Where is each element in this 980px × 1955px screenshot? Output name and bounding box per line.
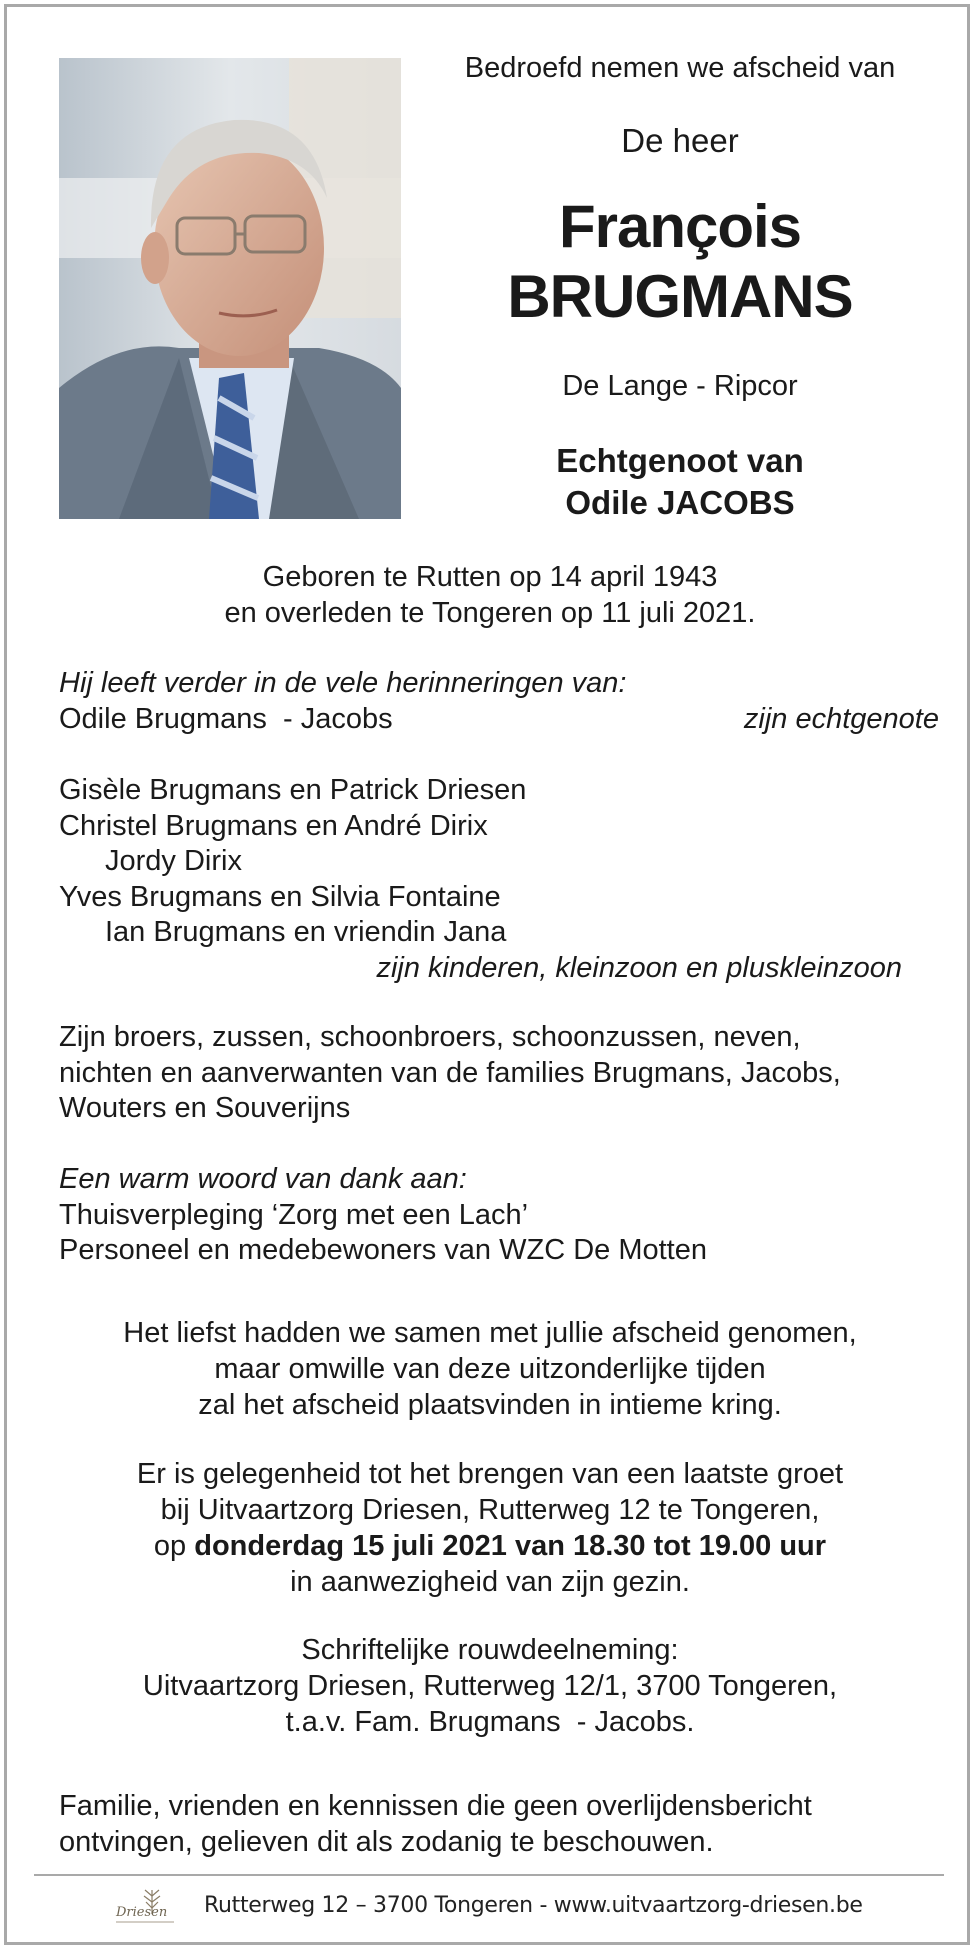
farewell-line: maar omwille van deze uitzonderlijke tijden (214, 1353, 766, 1385)
last-name: BRUGMANS (507, 263, 853, 330)
visit-section (0, 1456, 980, 1600)
list-item: Wouters en Souverijns (59, 1092, 351, 1124)
driesen-logo (112, 1882, 184, 1932)
condolence-attention: t.a.v. Fam. Brugmans - Jacobs. (285, 1706, 695, 1738)
visit-line: Er is gelegenheid tot het brengen van een laatste groet (136, 1458, 844, 1490)
farewell-line: zal het afscheid plaatsvinden in intieme kring. (198, 1389, 782, 1421)
deceased-name (420, 192, 940, 332)
closing-line: ontvingen, gelieven dit als zodanig te beschouwen. (59, 1825, 714, 1858)
portrait-photo (59, 58, 401, 519)
condolence-section (0, 1632, 980, 1740)
memories-heading: Hij leeft verder in de vele herinneringen van: (59, 667, 627, 699)
spouse-label: Echtgenoot van (556, 442, 804, 479)
birth-line: Geboren te Rutten op 14 april 1943 (262, 561, 718, 593)
condolence-heading: Schriftelijke rouwdeelneming: (301, 1634, 679, 1666)
condolence-address: Uitvaartzorg Driesen, Rutterweg 12/1, 3700 Tongeren, (142, 1670, 838, 1702)
list-item: nichten en aanverwanten van de families Brugmans, Jacobs, (59, 1056, 841, 1089)
list-item: Gisèle Brugmans en Patrick Driesen (59, 774, 527, 806)
spouse-row (59, 702, 939, 738)
spouse-full-name: Odile Brugmans - Jacobs (59, 702, 393, 735)
life-dates (0, 559, 980, 631)
visit-datetime (0, 1528, 980, 1564)
list-item: Zijn broers, zussen, schoonbroers, schoonzussen, neven, (59, 1021, 801, 1053)
list-item: Yves Brugmans en Silvia Fontaine (59, 880, 501, 913)
list-item: Ian Brugmans en vriendin Jana (105, 916, 507, 948)
closing-line: Familie, vrienden en kennissen die geen overlijdensbericht (59, 1790, 812, 1822)
children-section (59, 773, 939, 986)
visit-line: in aanwezigheid van zijn gezin. (290, 1566, 690, 1598)
memories-section (59, 666, 939, 737)
intro-text: Bedroefd nemen we afscheid van (464, 52, 896, 84)
list-item: Personeel en medebewoners van WZC De Motten (59, 1234, 707, 1266)
honorific: De heer (621, 122, 739, 159)
spouse-name: Odile JACOBS (565, 484, 795, 521)
death-line: en overleden te Tongeren op 11 juli 2021. (224, 597, 756, 629)
list-item: Thuisverpleging ‘Zorg met een Lach’ (59, 1198, 529, 1231)
svg-text:Driesen: Driesen (116, 1905, 168, 1920)
spouse-role: zijn echtgenote (743, 702, 939, 735)
visit-prefix: op (153, 1530, 195, 1562)
footer-address: Rutterweg 12 – 3700 Tongeren - www.uitvaartzorg-driesen.be (204, 1893, 863, 1918)
nickname: De Lange - Ripcor (562, 370, 798, 402)
visit-date: donderdag 15 juli 2021 van 18.30 tot 19.00 uur (194, 1530, 827, 1562)
thanks-heading: Een warm woord van dank aan: (59, 1163, 467, 1195)
thanks-section (59, 1162, 939, 1269)
children-role: zijn kinderen, kleinzoon en pluskleinzoon (376, 951, 902, 984)
farewell-section (0, 1315, 980, 1423)
family-section (59, 1020, 939, 1127)
first-name: François (558, 193, 802, 260)
list-item: Jordy Dirix (105, 845, 242, 877)
spouse-heading (420, 440, 940, 524)
list-item: Christel Brugmans en André Dirix (59, 809, 488, 842)
closing-section (59, 1789, 939, 1860)
visit-line: bij Uitvaartzorg Driesen, Rutterweg 12 te Tongeren, (160, 1494, 820, 1526)
farewell-line: Het liefst hadden we samen met jullie afscheid genomen, (123, 1317, 857, 1349)
footer-divider (34, 1874, 944, 1876)
